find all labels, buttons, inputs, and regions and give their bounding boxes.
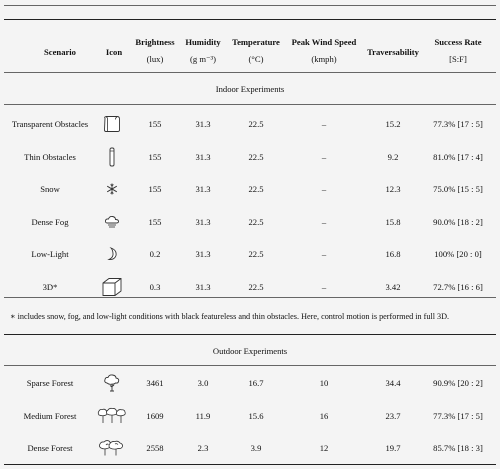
cell-temperature: 16.7: [248, 378, 264, 388]
cell-wind: –: [321, 216, 327, 227]
top-rule-1: [4, 5, 496, 6]
snowflake-icon: [106, 183, 118, 195]
cell-brightness: 155: [148, 151, 162, 162]
header-temperature: [226, 37, 286, 65]
cell-brightness: 0.2: [149, 249, 161, 259]
cell-brightness: 155: [148, 216, 162, 227]
cell-brightness: 2558: [146, 443, 164, 453]
cell-success: 100% [20 : 0]: [434, 249, 482, 259]
header-wind-unit: (kmph): [311, 54, 337, 64]
cell-temperature: 22.5: [248, 119, 264, 129]
header-traversability: Traversability: [367, 47, 419, 57]
cell-scenario: Dense Fog: [31, 216, 69, 227]
cell-scenario: Snow: [40, 184, 60, 194]
crescent-moon-icon: [106, 247, 118, 261]
cell-traversability: 9.2: [387, 151, 399, 162]
header-humidity-label: Humidity: [185, 37, 221, 47]
cell-traversability: 15.8: [385, 216, 401, 227]
header-brightness-unit: (lux): [146, 54, 164, 64]
cell-humidity: 31.3: [195, 216, 211, 227]
cell-traversability: 15.2: [385, 119, 401, 129]
header-brightness-label: Brightness: [135, 37, 175, 47]
footnote: ∗ includes snow, fog, and low-light conditions with black featureless and thin obstacles. Here, control motion is performed in full 3D.: [10, 312, 450, 321]
cell-brightness: 3461: [146, 378, 164, 388]
three-trees-icon: [97, 407, 127, 425]
cell-scenario: Sparse Forest: [26, 378, 74, 388]
cell-temperature: 3.9: [250, 443, 262, 453]
cell-traversability: 12.3: [385, 184, 401, 194]
header-humidity: [180, 37, 226, 65]
cell-wind: –: [321, 119, 327, 129]
header-humidity-unit: (g m⁻³): [190, 54, 216, 64]
cell-wind: 16: [319, 410, 329, 421]
cell-success: 77.3% [17 : 5]: [433, 410, 483, 421]
cell-temperature: 15.6: [248, 410, 264, 421]
cell-success: 77.3% [17 : 5]: [433, 119, 483, 129]
header-rule: [4, 72, 496, 73]
cell-humidity: 2.3: [197, 443, 209, 453]
outdoor-top-rule: [4, 334, 496, 335]
cell-temperature: 22.5: [248, 216, 264, 227]
cell-scenario: Dense Forest: [27, 443, 73, 453]
cell-success: 85.7% [18 : 3]: [433, 443, 483, 453]
cell-humidity: 11.9: [195, 410, 211, 421]
header-success-unit: [S:F]: [449, 54, 467, 64]
cell-scenario: 3D*: [42, 281, 58, 292]
cell-humidity: 31.3: [195, 184, 211, 194]
cell-brightness: 155: [148, 184, 162, 194]
fog-cloud-icon: [104, 215, 120, 229]
cell-temperature: 22.5: [248, 281, 264, 292]
header-wind-label: Peak Wind Speed: [291, 37, 357, 47]
single-tree-icon: [103, 374, 121, 392]
cell-wind: 10: [319, 378, 329, 388]
cell-success: 72.7% [16 : 6]: [433, 281, 483, 292]
cell-temperature: 22.5: [248, 249, 264, 259]
cell-success: 75.0% [15 : 5]: [433, 184, 483, 194]
cell-scenario: Medium Forest: [23, 410, 77, 421]
header-brightness: [130, 37, 180, 65]
cell-scenario: Transparent Obstacles: [11, 119, 89, 129]
cell-humidity: 31.3: [195, 249, 211, 259]
cell-brightness: 0.3: [149, 281, 161, 292]
header-temperature-unit: (°C): [248, 54, 264, 64]
cell-wind: –: [321, 184, 327, 194]
header-success-label: Success Rate: [434, 37, 482, 47]
indoor-bottom-rule: [4, 297, 496, 298]
header-temperature-label: Temperature: [232, 37, 280, 47]
cube-icon: [101, 277, 123, 297]
cell-wind: –: [321, 249, 327, 259]
header-scenario: Scenario: [44, 47, 76, 57]
indoor-section-title: Indoor Experiments: [215, 84, 285, 94]
cell-traversability: 3.42: [385, 281, 401, 292]
cell-temperature: 22.5: [248, 151, 264, 162]
dense-trees-icon: [98, 439, 126, 457]
cell-scenario: Low-Light: [31, 249, 69, 259]
cell-scenario: Thin Obstacles: [24, 151, 76, 162]
cell-brightness: 1609: [146, 410, 164, 421]
cell-wind: –: [321, 151, 327, 162]
cell-humidity: 31.3: [195, 119, 211, 129]
cell-success: 81.0% [17 : 4]: [433, 151, 483, 162]
cell-humidity: 31.3: [195, 151, 211, 162]
cell-wind: –: [321, 281, 327, 292]
header-success: [424, 37, 492, 65]
cell-brightness: 155: [148, 119, 162, 129]
glass-panel-icon: [102, 115, 122, 133]
cell-traversability: 16.8: [385, 249, 401, 259]
header-icon: Icon: [105, 47, 123, 57]
cell-success: 90.0% [18 : 2]: [433, 216, 483, 227]
thin-pole-icon: [107, 147, 117, 167]
header-wind: [284, 37, 364, 65]
top-rule-2: [4, 19, 496, 20]
bottom-rule: [4, 464, 496, 465]
outdoor-section-title: Outdoor Experiments: [212, 346, 288, 356]
cell-traversability: 23.7: [385, 410, 401, 421]
outdoor-rule: [4, 365, 496, 366]
cell-traversability: 19.7: [385, 443, 401, 453]
indoor-rule: [4, 104, 496, 105]
cell-wind: 12: [319, 443, 329, 453]
cell-traversability: 34.4: [385, 378, 401, 388]
cell-temperature: 22.5: [248, 184, 264, 194]
cell-humidity: 3.0: [197, 378, 209, 388]
cell-humidity: 31.3: [195, 281, 211, 292]
cell-success: 90.9% [20 : 2]: [433, 378, 483, 388]
